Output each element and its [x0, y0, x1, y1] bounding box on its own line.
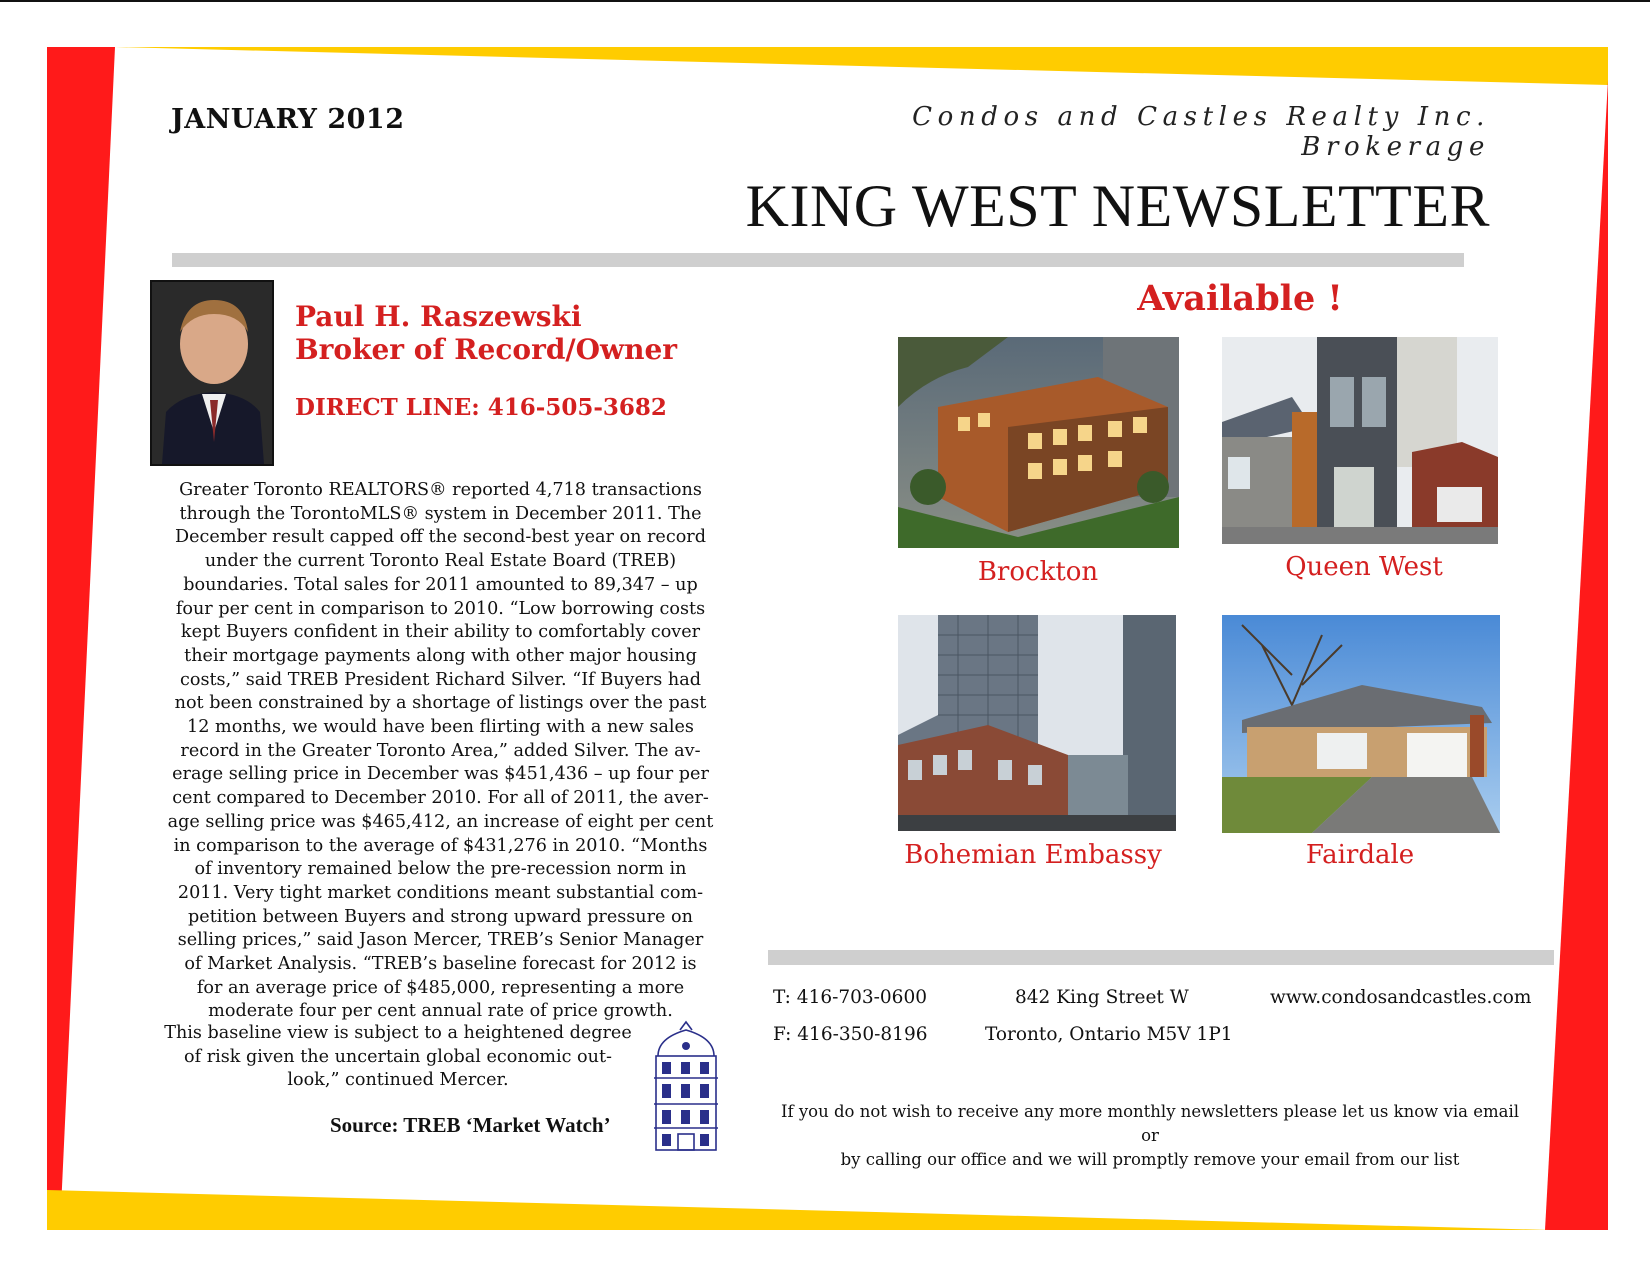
brokerage-name: Condos and Castles Realty Inc. Brokerage [912, 102, 1490, 162]
castle-logo-icon [650, 1020, 722, 1152]
frame-red-left [47, 47, 115, 1230]
market-article [163, 479, 718, 1024]
office-fax: F: 416-350-8196 [773, 1024, 928, 1045]
office-phone: T: 416-703-0600 [773, 987, 927, 1008]
website-link[interactable]: www.condosandcastles.com [1270, 987, 1532, 1008]
available-heading: Available ! [1137, 278, 1343, 319]
modern-house-image [1222, 337, 1498, 544]
article-line: not been constrained by a shortage of listings over the past [174, 693, 707, 714]
article-line: through the TorontoMLS® system in December 2011. The [179, 503, 702, 524]
unsubscribe-line: by calling our office and we will promptly remove your email from our list [840, 1150, 1460, 1169]
article-line: for an average price of $485,000, representing a more [196, 977, 685, 998]
article-line: Greater Toronto REALTORS® reported 4,718 transactions [179, 480, 702, 500]
agent-title: Broker of Record/Owner [295, 333, 678, 366]
agent-direct-line: DIRECT LINE: 416-505-3682 [295, 394, 667, 421]
newsletter-title: KING WEST NEWSLETTER [745, 173, 1490, 239]
unsubscribe-line: If you do not wish to receive any more monthly newsletters please let us know via email or [780, 1102, 1520, 1145]
unsubscribe-notice [770, 1100, 1530, 1172]
listing-photo-queen-west[interactable] [1222, 337, 1498, 544]
frame-yellow-bottom [47, 1190, 1550, 1230]
article-line: boundaries. Total sales for 2011 amounted to 89,347 – up [183, 574, 698, 595]
office-address-city: Toronto, Ontario M5V 1P1 [985, 1024, 1233, 1045]
listing-photo-brockton[interactable] [898, 337, 1179, 548]
article-line: under the current Toronto Real Estate Board (TREB) [204, 551, 677, 572]
listing-photo-bohemian-embassy[interactable] [898, 615, 1176, 831]
frame-yellow-top [115, 47, 1608, 85]
article-tail [163, 1022, 633, 1093]
listing-name-queen-west[interactable]: Queen West [1285, 552, 1443, 582]
agent-photo [150, 280, 274, 466]
header-divider [172, 253, 1464, 267]
listing-name-fairdale[interactable]: Fairdale [1305, 840, 1415, 870]
frame-red-right [1545, 80, 1608, 1230]
article-line: moderate four per cent annual rate of price growth. [208, 1001, 673, 1022]
bungalow-image [1222, 615, 1500, 833]
article-line: four per cent in comparison to 2010. “Low borrowing costs [175, 598, 706, 619]
issue-date: JANUARY 2012 [171, 104, 405, 135]
listing-name-bohemian-embassy[interactable]: Bohemian Embassy [904, 840, 1162, 870]
article-line: costs,” said TREB President Richard Silver. “If Buyers had [180, 669, 701, 690]
agent-name: Paul H. Raszewski [295, 300, 582, 333]
article-line: selling prices,” said Jason Mercer, TREB’s Senior Manager [177, 930, 704, 951]
article-line: 12 months, we would have been flirting with a new sales [187, 717, 694, 738]
contact-divider [768, 950, 1554, 965]
article-line: petition between Buyers and strong upward pressure on [188, 906, 693, 927]
listing-photo-fairdale[interactable] [1222, 615, 1500, 833]
article-line: of Market Analysis. “TREB’s baseline forecast for 2012 is [184, 954, 697, 975]
article-line: of inventory remained below the pre-recession norm in [194, 859, 687, 880]
article-line: age selling price was $465,412, an increase of eight per cent [167, 811, 714, 832]
office-address-street: 842 King Street W [1015, 987, 1189, 1008]
article-line: of risk given the uncertain global economic out- [184, 1046, 612, 1067]
townhouse-rendering-image [898, 337, 1179, 548]
article-line: December result capped off the second-best year on record [175, 527, 706, 548]
article-line: in comparison to the average of $431,276 in 2010. “Months [173, 835, 708, 856]
article-line: their mortgage payments along with other major housing [184, 645, 697, 666]
article-line: cent compared to December 2010. For all of 2011, the aver- [172, 788, 709, 809]
article-line: This baseline view is subject to a heightened degree [164, 1023, 632, 1043]
listing-name-brockton[interactable]: Brockton [977, 557, 1099, 587]
article-line: kept Buyers confident in their ability to comfortably cover [180, 622, 701, 643]
article-line: erage selling price in December was $451,436 – up four per [172, 764, 709, 785]
article-line: look,” continued Mercer. [287, 1070, 509, 1091]
article-source: Source: TREB ‘Market Watch’ [330, 1113, 611, 1137]
condo-tower-image [898, 615, 1176, 831]
article-line: 2011. Very tight market conditions meant substantial com- [177, 882, 704, 903]
article-line: record in the Greater Toronto Area,” added Silver. The av- [180, 740, 701, 761]
